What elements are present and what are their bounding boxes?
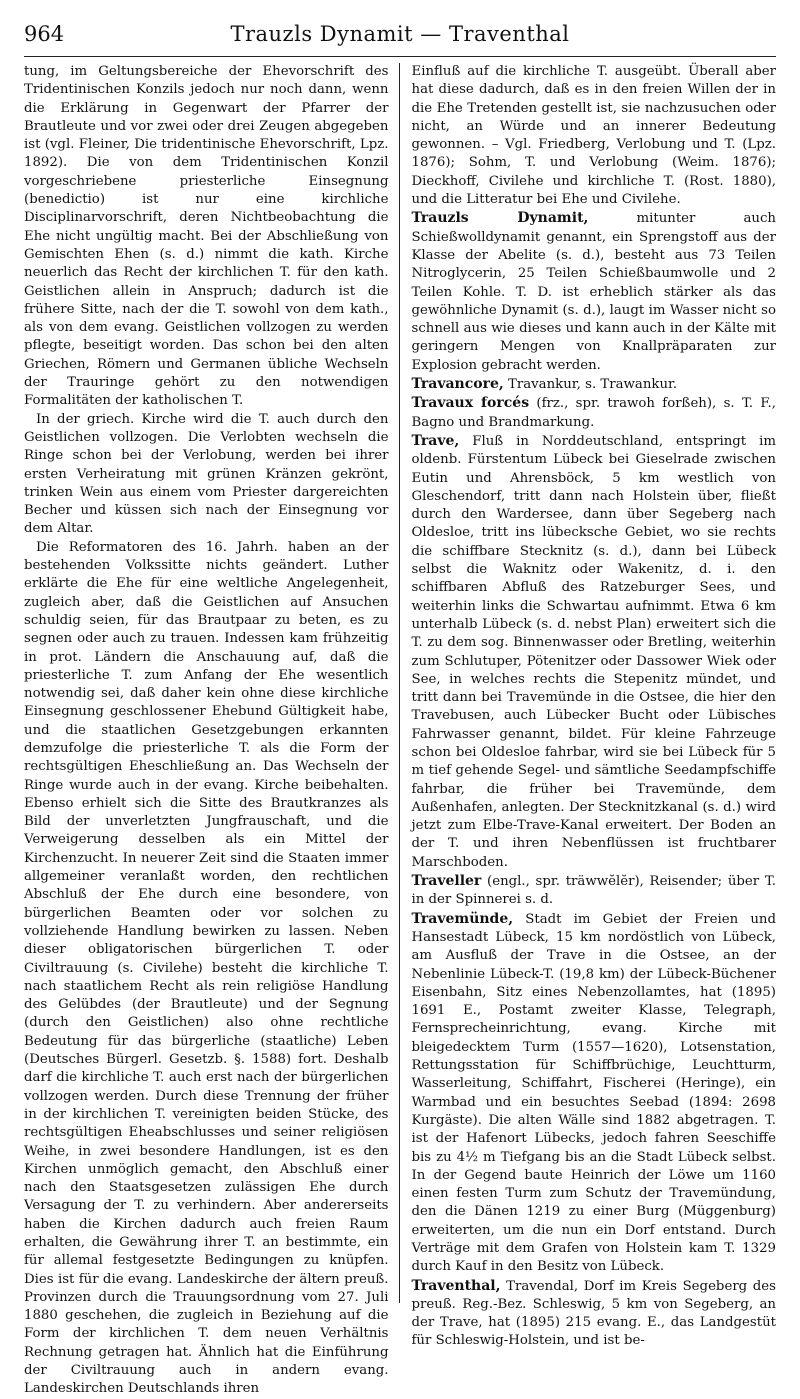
page-header: [24, 22, 776, 57]
page-number: 964: [24, 22, 65, 46]
entry: [412, 209, 777, 375]
entry-text: Fluß in Norddeutschland, entspringt im oldenb. Fürstentum Lübeck bei Gieselrade zwischen Eutin und Ahrensböck, 5 km westlich von Gleschendorf, tritt dann nach Holstein über, fließt durch den Wardersee, dann über Segeberg nach Oldesloe, tritt ins lübecksche Gebiet, wo sie rechts die schiffbare Stecknitz (s. d.), dann bei Lübeck selbst die Waknitz oder Wakenitz, d. i. den schiffbaren Abfluß des Ratzeburger Sees, und weiterhin links die Schwartau aufnimmt. Etwa 6 km unterhalb Lübeck (s. d. nebst Plan) erweitert sich die T. zu dem sog. Binnenwasser oder Bretling, weiterhin zum Schlutuper, Pötenitzer oder Dassower Wiek oder See, in welches rechts die Stepenitz mündet, und tritt dann bei Travemünde in die Ostsee, die hier den Travebusen, auch Lübecker Bucht oder Lübisches Fahrwasser genannt, bildet. Für kleine Fahrzeuge schon bei Oldesloe fahrbar, wird sie bei Lübeck für 5 m tief gehende Segel- und sämtliche Seedampfschiffe fahrbar, die früher bei Travemünde, dem Außenhafen, anlegten. Der Stecknitzkanal (s. d.) wird jetzt zum Elbe-Trave-Kanal erweitert. Der Boden an der T. und ihren Nebenflüssen ist fruchtbarer Marschboden.: [411, 433, 776, 870]
entry: [412, 394, 777, 432]
entry-headword: Traveller: [411, 873, 482, 890]
entry-text: Travankur, s. Trawankur.: [503, 377, 678, 393]
entry-headword: Travancore,: [411, 376, 504, 393]
entry-text: mitunter auch Schießwolldynamit genannt, ein Sprengstoff aus der Klasse der Abelite (s. d.), besteht aus 73 Teilen Nitroglycerin, 25 Teilen Schießbaumwolle und 2 Teilen Kohle. T. D. ist erheblich stärker als das gewöhnliche Dynamit (s. d.), laugt im Wasser nicht so schnell aus wie dieses und kann auch in der Kälte mit geringern Mengen von Knallpräparaten zur Explosion gebracht werden.: [411, 211, 776, 373]
left-column: [24, 63, 399, 1397]
paragraph: tung, im Geltungsbereiche der Ehevorschrift des Tridentinischen Konzils jedoch nur noch dann, wenn die Erklärung in Gegenwart der Pfarrer der Brautleute und vor zwei oder drei Zeugen abgegeben ist (vgl. Fleiner, Die tridentinische Ehevorschrift, Lpz. 1892). Die von dem Tridentinischen Konzil vorgeschriebene priesterliche Einsegnung (benedictio) ist nur eine kirchliche Disciplinarvorschrift, deren Nichtbeobachtung die Ehe nicht ungültig macht. Bei der Abschließung von Gemischten Ehen (s. d.) nimmt die kath. Kirche neuerlich das Recht der kirchlichen T. für den kath. Geistlichen allein in Anspruch; dadurch ist die frühere Sitte, nach der die T. sowohl von dem kath., als von dem evang. Geistlichen vollzogen zu werden pflegte, beseitigt worden. Das schon bei den alten Griechen, Römern und Germanen übliche Wechseln der Trauringe gehört zu den notwendigen Formalitäten der katholischen T.: [24, 64, 389, 409]
entry-text: Stadt im Gebiet der Freien und Hansestadt Lübeck, 15 km nordöstlich von Lübeck, am Ausfluß der Trave in die Ostsee, an der Nebenlinie Lübeck-T. (19,8 km) der Lübeck-Büchener Eisenbahn, Sitz eines Nebenzollamtes, hat (1895) 1691 E., Postamt zweiter Klasse, Telegraph, Fernsprecheinrichtung, evang. Kirche mit bleigedecktem Turm (1557—1620), Lotsenstation, Rettungsstation für Schiffbrüchige, Leuchtturm, Wasserleitung, Schiffahrt, Fischerei (Heringe), ein Warmbad und ein besuchtes Seebad (1894: 2698 Kurgäste). Die alten Wälle sind 1882 abgetragen. T. ist der Hafenort Lübecks, jedoch fahren Seeschiffe bis zu 4½ m Tiefgang bis an die Stadt Lübeck selbst. In der Gegend baute Heinrich der Löwe um 1160 einen festen Turm zum Schutz der Travemündung, den die Dänen 1219 zu einer Burg (Müggenburg) erweiterten, um die nun ein Dorf entstand. Durch Verträge mit dem Grafen von Holstein kam T. 1329 durch Kauf in den Besitz von Lübeck.: [411, 911, 776, 1275]
entry-text: Einfluß auf die kirchliche T. ausgeübt. Überall aber hat diese dadurch, daß es in den freien Willen der in die Ehe Tretenden gestellt ist, sie nachzusuchen oder nicht, an Würde und an innerer Bedeutung gewonnen. – Vgl. Friedberg, Verlobung und T. (Lpz. 1876); Sohm, T. und Verlobung (Weim. 1876); Dieckhoff, Civilehe und kirchliche T. (Rost. 1880), und die Litteratur bei Ehe und Civilehe.: [411, 64, 776, 208]
paragraph: Die Reformatoren des 16. Jahrh. haben an der bestehenden Volkssitte nichts geändert. Luther erklärte die Ehe für eine weltliche Angelegenheit, zugleich aber, daß die Geistlichen auf Ansuchen schuldig seien, für das Brautpaar zu beten, es zu segnen oder auch zu trauen. Indessen kam frühzeitig in prot. Ländern die Anschauung auf, daß die priesterliche T. zum Anfang der Ehe wesentlich notwendig sei, daß daher kein ohne diese kirchliche Einsegnung geschlossener Ehebund Gültigkeit habe, und die staatlichen Gesetzgebungen erkannten demzufolge die priesterliche T. als die Form der rechtsgültigen Eheschließung an. Das Wechseln der Ringe wurde auch in der evang. Kirche beibehalten. Ebenso erhielt sich die Sitte des Brautkranzes als Bild der unverletzten Jungfrauschaft, und die Verweigerung desselben als ein Mittel der Kirchenzucht. In neuerer Zeit sind die Staaten immer allgemeiner veranlaßt worden, den rechtlichen Abschluß der Ehe durch eine besondere, von bürgerlichen Beamten oder vor solchen zu vollziehende Handlung bewirken zu lassen. Neben dieser obligatorischen bürgerlichen T. oder Civiltrauung (s. Civilehe) besteht die kirchliche T. nach staatlichem Recht als rein religiöse Handlung des Gelübdes (der Brautleute) und der Segnung (durch den Geistlichen) also ohne rechtliche Bedeutung für das bürgerliche (staatliche) Leben (Deutsches Bürgerl. Gesetzb. §. 1588) fort. Deshalb darf die kirchliche T. auch erst nach der bürgerlichen vollzogen werden. Durch diese Trennung der früher in der kirchlichen T. vereinigten beiden Stücke, des rechtsgültigen Eheabschlusses und seiner religiösen Weihe, in zwei besondere Handlungen, ist es den Kirchen unmöglich gemacht, den Abschluß einer nach den Staatsgesetzen zulässigen Ehe durch Versagung der T. zu verhindern. Aber andererseits haben die Kirchen dadurch auch freien Raum erhalten, die Gewährung ihrer T. an bestimmte, ein für allemal festgesetzte Bedingungen zu knüpfen. Dies ist für die evang. Landeskirche der ältern preuß. Provinzen durch die Trauungsordnung vom 27. Juli 1880 geschehen, die zugleich in Beziehung auf die Form der kirchlichen T. dem neuen Verhältnis Rechnung getragen hat. Ähnlich hat die Einführung der Civiltrauung auch in andern evang. Landeskirchen Deutschlands ihren: [24, 539, 389, 1397]
right-column: [399, 63, 777, 1349]
running-title: Trauzls Dynamit — Traventhal: [230, 22, 570, 46]
entry: [412, 432, 777, 872]
entry-headword: Travemünde,: [411, 910, 514, 927]
entry-headword: Trauzls Dynamit,: [411, 210, 589, 227]
entry-headword: Travaux forcés: [411, 395, 530, 412]
entry: [412, 375, 777, 394]
entry-headword: Trave,: [411, 432, 460, 449]
entry: [412, 1277, 777, 1351]
text-columns: [24, 63, 776, 1397]
paragraph: In der griech. Kirche wird die T. auch durch den Geistlichen vollzogen. Die Verlobten wechseln die Ringe schon bei der Verlobung, werden bei ihrer ersten Verheiratung mit grünen Kränzen gekrönt, trinken Wein aus einem vom Priester dargereichten Becher und küssen sich nach der Einsegnung vor dem Altar.: [24, 411, 389, 537]
entry: [412, 872, 777, 910]
entry-text: Travendal, Dorf im Kreis Segeberg des preuß. Reg.-Bez. Schleswig, 5 km von Segeberg, an der Trave, hat (1895) 215 evang. E., das Landgestüt für Schleswig-Holstein, und ist be-: [411, 1278, 776, 1349]
entry-text: (frz., spr. trawoh forßeh), s. T. F., Bagno und Brandmarkung.: [411, 396, 776, 430]
entry-text: (engl., spr. träwwĕlĕr), Reisender; über T. in der Spinnerei s. d.: [411, 874, 776, 908]
entry: [412, 910, 777, 1277]
entry-headword: Traventhal,: [411, 1277, 501, 1294]
paragraph: [412, 63, 777, 209]
